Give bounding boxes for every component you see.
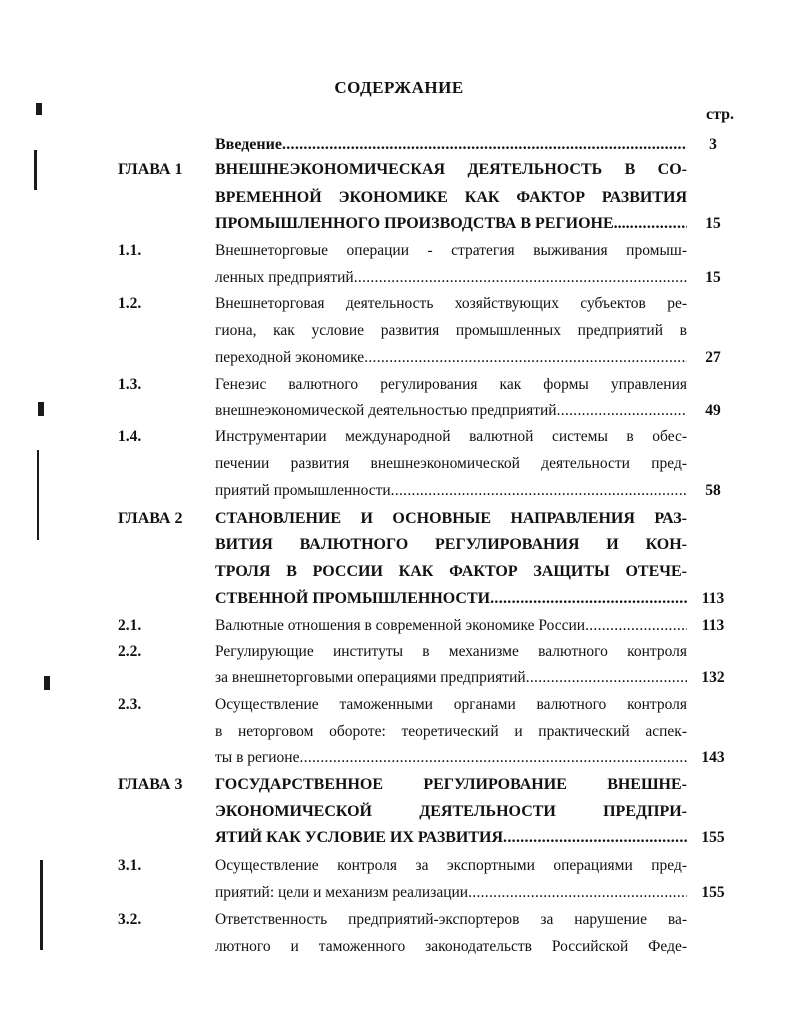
toc-entry-line: в неторговом обороте: теоретический и практический аспек-	[215, 723, 687, 740]
toc-entry-line: приятий: цели и механизм реализации .....	[215, 881, 687, 905]
toc-entry-number: 1.3.	[118, 376, 142, 393]
toc-entry-number: 1.4.	[118, 428, 142, 445]
toc-entry-line: печении развития внешнеэкономической деятельности пред-	[215, 455, 687, 472]
toc-entry-page: 27	[705, 349, 721, 366]
toc-entry-line: Регулирующие институты в механизме валютного контроля	[215, 643, 687, 660]
toc-entry-line: ВИТИЯ ВАЛЮТНОГО РЕГУЛИРОВАНИЯ И КОН-	[215, 536, 687, 553]
toc-entry-line: ленных предприятий .....	[215, 266, 687, 290]
toc-entry-page: 3	[709, 136, 717, 153]
toc-entry-page: 132	[701, 669, 725, 686]
toc-entry-line: Внешнеторговая деятельность хозяйствующих субъектов ре-	[215, 295, 687, 312]
toc-entry-number: 2.1.	[118, 617, 142, 634]
scan-speck	[44, 676, 50, 690]
toc-entry-line: Осуществление контроля за экспортными операциями пред-	[215, 857, 687, 874]
toc-entry-line: ВНЕШНЕЭКОНОМИЧЕСКАЯ ДЕЯТЕЛЬНОСТЬ В СО-	[215, 161, 687, 178]
toc-entry-number: 1.2.	[118, 295, 142, 312]
toc-entry-line: Инструментарии международной валютной системы в обес-	[215, 428, 687, 445]
toc-entry-line: лютного и таможенного законодательств Российской Феде-	[215, 938, 687, 955]
scan-speck	[37, 450, 39, 540]
toc-entry-page: 49	[705, 402, 721, 419]
toc-entry-page: 113	[701, 590, 725, 607]
page-title: СОДЕРЖАНИЕ	[334, 78, 464, 97]
toc-entry-line: ВРЕМЕННОЙ ЭКОНОМИКЕ КАК ФАКТОР РАЗВИТИЯ	[215, 189, 687, 206]
toc-entry-line: гиона, как условие развития промышленных предприятий в	[215, 322, 687, 339]
toc-entry-number: 3.1.	[118, 857, 142, 874]
toc-entry-line: ПРОМЫШЛЕННОГО ПРОИЗВОДСТВА В РЕГИОНЕ.... .....	[215, 212, 687, 236]
toc-entry-number: 1.1.	[118, 242, 142, 259]
toc-entry-page: 155	[701, 829, 725, 846]
toc-entry-page: 155	[701, 884, 725, 901]
toc-entry-number: 2.2.	[118, 643, 142, 660]
toc-entry-page: 113	[701, 617, 725, 634]
toc-entry-page: 143	[701, 749, 725, 766]
toc-entry-line: приятий промышленности .....	[215, 479, 687, 503]
toc-entry-page: 58	[705, 482, 721, 499]
toc-entry-line: ЯТИЙ КАК УСЛОВИЕ ИХ РАЗВИТИЯ .....	[215, 826, 687, 850]
toc-entry-line: ты в регионе .....	[215, 746, 687, 770]
scan-speck	[38, 402, 44, 416]
toc-entry-line: за внешнеторговыми операциями предприятий .....	[215, 666, 687, 690]
toc-entry-line: Осуществление таможенными органами валютного контроля	[215, 696, 687, 713]
scan-speck	[40, 860, 43, 950]
toc-entry-line: Генезис валютного регулирования как формы управления	[215, 376, 687, 393]
scan-speck	[34, 150, 37, 190]
page-column-label: стр.	[706, 106, 735, 123]
toc-entry-number: 3.2.	[118, 911, 142, 928]
toc-entry-line: Введение .....	[215, 133, 687, 157]
toc-entry-line: Ответственность предприятий-экспортеров за нарушение ва-	[215, 911, 687, 928]
toc-entry-line: ГОСУДАРСТВЕННОЕ РЕГУЛИРОВАНИЕ ВНЕШНЕ-	[215, 776, 687, 793]
toc-entry-line: СТВЕННОЙ ПРОМЫШЛЕННОСТИ .....	[215, 587, 687, 611]
scan-speck	[36, 103, 42, 115]
toc-entry-line: ЭКОНОМИЧЕСКОЙ ДЕЯТЕЛЬНОСТИ ПРЕДПРИ-	[215, 803, 687, 820]
toc-entry-number: ГЛАВА 1	[118, 161, 183, 178]
toc-entry-line: ТРОЛЯ В РОССИИ КАК ФАКТОР ЗАЩИТЫ ОТЕЧЕ-	[215, 563, 687, 580]
toc-entry-line: СТАНОВЛЕНИЕ И ОСНОВНЫЕ НАПРАВЛЕНИЯ РАЗ-	[215, 510, 687, 527]
toc-entry-line: переходной экономике .....	[215, 346, 687, 370]
toc-entry-line: Валютные отношения в современной экономике России .....	[215, 614, 687, 638]
toc-entry-number: ГЛАВА 3	[118, 776, 183, 793]
toc-entry-page: 15	[705, 215, 721, 232]
toc-entry-line: Внешнеторговые операции - стратегия выживания промыш-	[215, 242, 687, 259]
toc-entry-number: 2.3.	[118, 696, 142, 713]
toc-entry-line: внешнеэкономической деятельностью предприятий .....	[215, 399, 687, 423]
toc-entry-page: 15	[705, 269, 721, 286]
toc-entry-number: ГЛАВА 2	[118, 510, 183, 527]
